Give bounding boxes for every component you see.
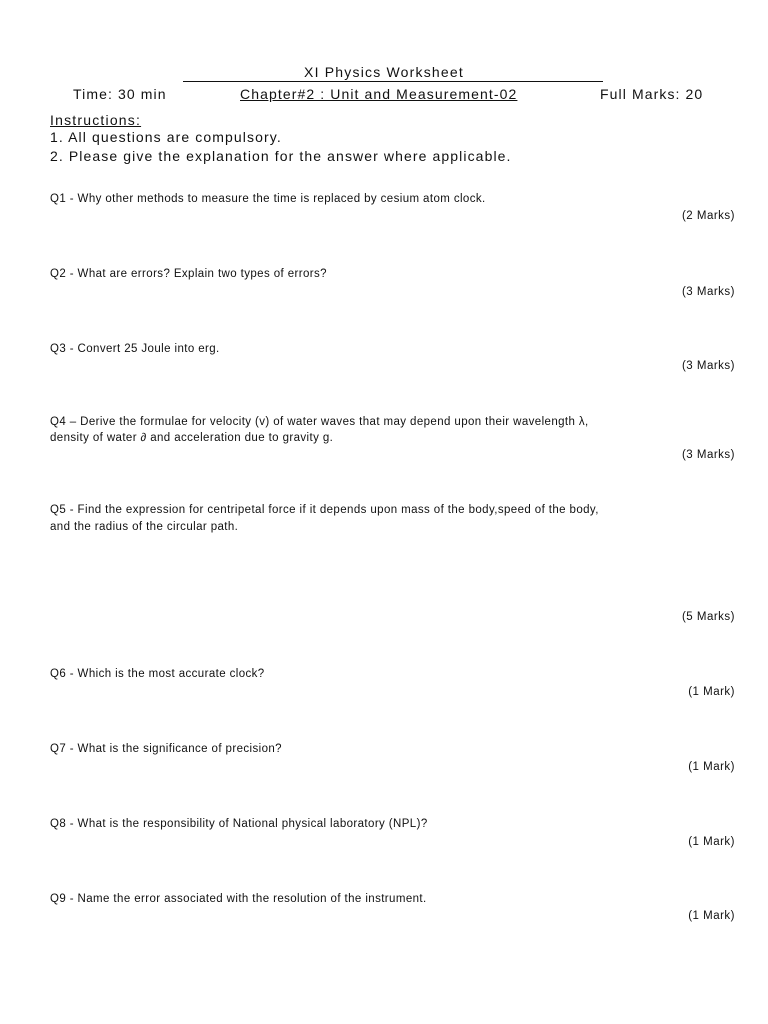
question-6-marks: (1 Mark) xyxy=(688,686,735,698)
question-1-text: Q1 - Why other methods to measure the time is replaced by cesium atom clock. xyxy=(50,193,486,205)
question-2-text: Q2 - What are errors? Explain two types of errors? xyxy=(50,268,327,280)
full-marks: Full Marks: 20 xyxy=(600,86,704,102)
question-3-text: Q3 - Convert 25 Joule into erg. xyxy=(50,343,220,355)
question-4-marks: (3 Marks) xyxy=(681,449,735,461)
question-9-text: Q9 - Name the error associated with the resolution of the instrument. xyxy=(50,893,427,905)
question-7-marks: (1 Mark) xyxy=(688,761,735,773)
question-6-text: Q6 - Which is the most accurate clock? xyxy=(50,668,265,680)
instruction-item: 1. All questions are compulsory. xyxy=(50,129,282,145)
question-4-text: Q4 – Derive the formulae for velocity (v) of water waves that may depend upon their wavelength λ, xyxy=(50,416,589,428)
instructions-heading: Instructions: xyxy=(50,112,142,128)
question-4-text-cont: density of water ∂ and acceleration due to gravity g. xyxy=(50,432,334,444)
question-3-marks: (3 Marks) xyxy=(681,360,735,372)
question-5-text: Q5 - Find the expression for centripetal force if it depends upon mass of the body,speed of the body, xyxy=(50,504,599,516)
question-1-marks: (2 Marks) xyxy=(681,210,735,222)
question-8-text: Q8 - What is the responsibility of National physical laboratory (NPL)? xyxy=(50,818,428,830)
worksheet-title: XI Physics Worksheet xyxy=(304,64,464,80)
question-8-marks: (1 Mark) xyxy=(688,836,735,848)
question-2-marks: (3 Marks) xyxy=(681,286,735,298)
title-underline xyxy=(183,81,603,82)
question-9-marks: (1 Mark) xyxy=(688,910,735,922)
time-allowed: Time: 30 min xyxy=(73,86,167,102)
question-5-marks: (5 Marks) xyxy=(681,611,735,623)
question-5-text-cont: and the radius of the circular path. xyxy=(50,521,239,533)
instruction-item: 2. Please give the explanation for the answer where applicable. xyxy=(50,148,512,164)
chapter-title: Chapter#2 : Unit and Measurement-02 xyxy=(240,86,518,102)
question-7-text: Q7 - What is the significance of precision? xyxy=(50,743,282,755)
